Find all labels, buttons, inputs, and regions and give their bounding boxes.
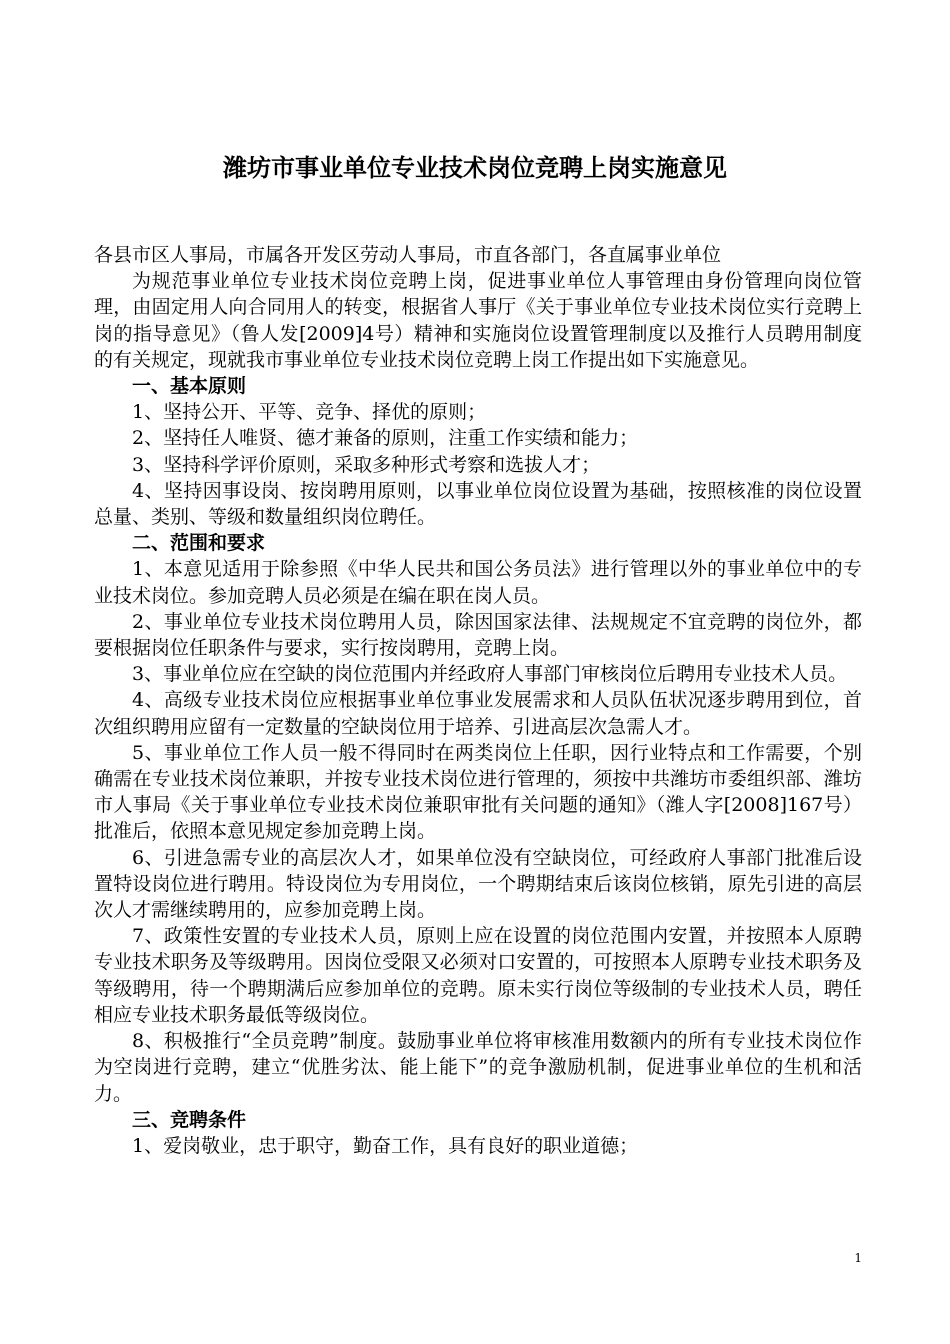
principle-item: 3、坚持科学评价原则，采取多种形式考察和选拔人才； (132, 453, 601, 476)
page-title: 潍坊市事业单位专业技术岗位竞聘上岗实施意见 (223, 154, 727, 182)
section-heading-scope: 二、范围和要求 (132, 532, 266, 555)
intro-paragraph: 为规范事业单位专业技术岗位竞聘上岗，促进事业单位人事管理由身份管理向岗位管理，由固定用人向合同用人的转变，根据省人事厅《关于事业单位专业技术岗位实行竞聘上岗的指导意见》（鲁人发[2009]4号）精神和实施岗位设置管理制度以及推行人员聘用制度的有关规定，现就我市事业单位专业技术岗位竞聘上岗工作提出如下实施意见。 (94, 270, 862, 371)
scope-item: 3、事业单位应在空缺的岗位范围内并经政府人事部门审核岗位后聘用专业技术人员。 (132, 663, 848, 686)
condition-item: 1、爱岗敬业，忠于职守，勤奋工作，具有良好的职业道德； (132, 1134, 639, 1157)
section-heading-principles: 一、基本原则 (132, 375, 247, 398)
principle-item: 4、坚持因事设岗、按岗聘用原则，以事业单位岗位设置为基础，按照核准的岗位设置总量、类别、等级和数量组织岗位聘任。 (94, 479, 862, 529)
page-number: 1 (854, 1251, 862, 1265)
scope-item: 4、高级专业技术岗位应根据事业单位事业发展需求和人员队伍状况逐步聘用到位，首次组织聘用应留有一定数量的空缺岗位用于培养、引进高层次急需人才。 (94, 689, 862, 738)
scope-item: 2、事业单位专业技术岗位聘用人员，除因国家法律、法规规定不宜竞聘的岗位外，都要根据岗位任职条件与要求，实行按岗聘用，竞聘上岗。 (94, 610, 862, 660)
addressee: 各县市区人事局，市属各开发区劳动人事局，市直各部门，各直属事业单位 (94, 244, 722, 266)
scope-item: 8、积极推行“全员竞聘”制度。鼓励事业单位将审核准用数额内的所有专业技术岗位作为空岗进行竞聘，建立“优胜劣汰、能上能下”的竞争激励机制，促进事业单位的生机和活力。 (94, 1030, 862, 1105)
scope-item: 5、事业单位工作人员一般不得同时在两类岗位上任职，因行业特点和工作需要，个别确需在专业技术岗位兼职，并按专业技术岗位进行管理的，须按中共潍坊市委组织部、潍坊市人事局《关于事业单位专业技术岗位兼职审批有关问题的通知》（潍人字[2008]167号）批准后，依照本意见规定参加竞聘上岗。 (94, 741, 862, 843)
scope-item: 7、政策性安置的专业技术人员，原则上应在设置的岗位范围内安置，并按照本人原聘专业技术职务及等级聘用。因岗位受限又必须对口安置的，可按照本人原聘专业技术职务及等级聘用，待一个聘期满后应参加单位的竞聘。原未实行岗位等级制的专业技术人员，聘任相应专业技术职务最低等级岗位。 (94, 925, 862, 1026)
principle-item: 2、坚持任人唯贤、德才兼备的原则，注重工作实绩和能力； (132, 427, 639, 450)
principle-item: 1、坚持公开、平等、竞争、择优的原则； (132, 401, 487, 424)
section-heading-conditions: 三、竞聘条件 (132, 1108, 247, 1131)
document-body (94, 242, 862, 1159)
scope-item: 6、引进急需专业的高层次人才，如果单位没有空缺岗位，可经政府人事部门批准后设置特设岗位进行聘用。特设岗位为专用岗位，一个聘期结束后该岗位核销，原先引进的高层次人才需继续聘用的，应参加竞聘上岗。 (94, 846, 862, 922)
scope-item: 1、本意见适用于除参照《中华人民共和国公务员法》进行管理以外的事业单位中的专业技术岗位。参加竞聘人员必须是在编在职在岗人员。 (94, 558, 862, 607)
